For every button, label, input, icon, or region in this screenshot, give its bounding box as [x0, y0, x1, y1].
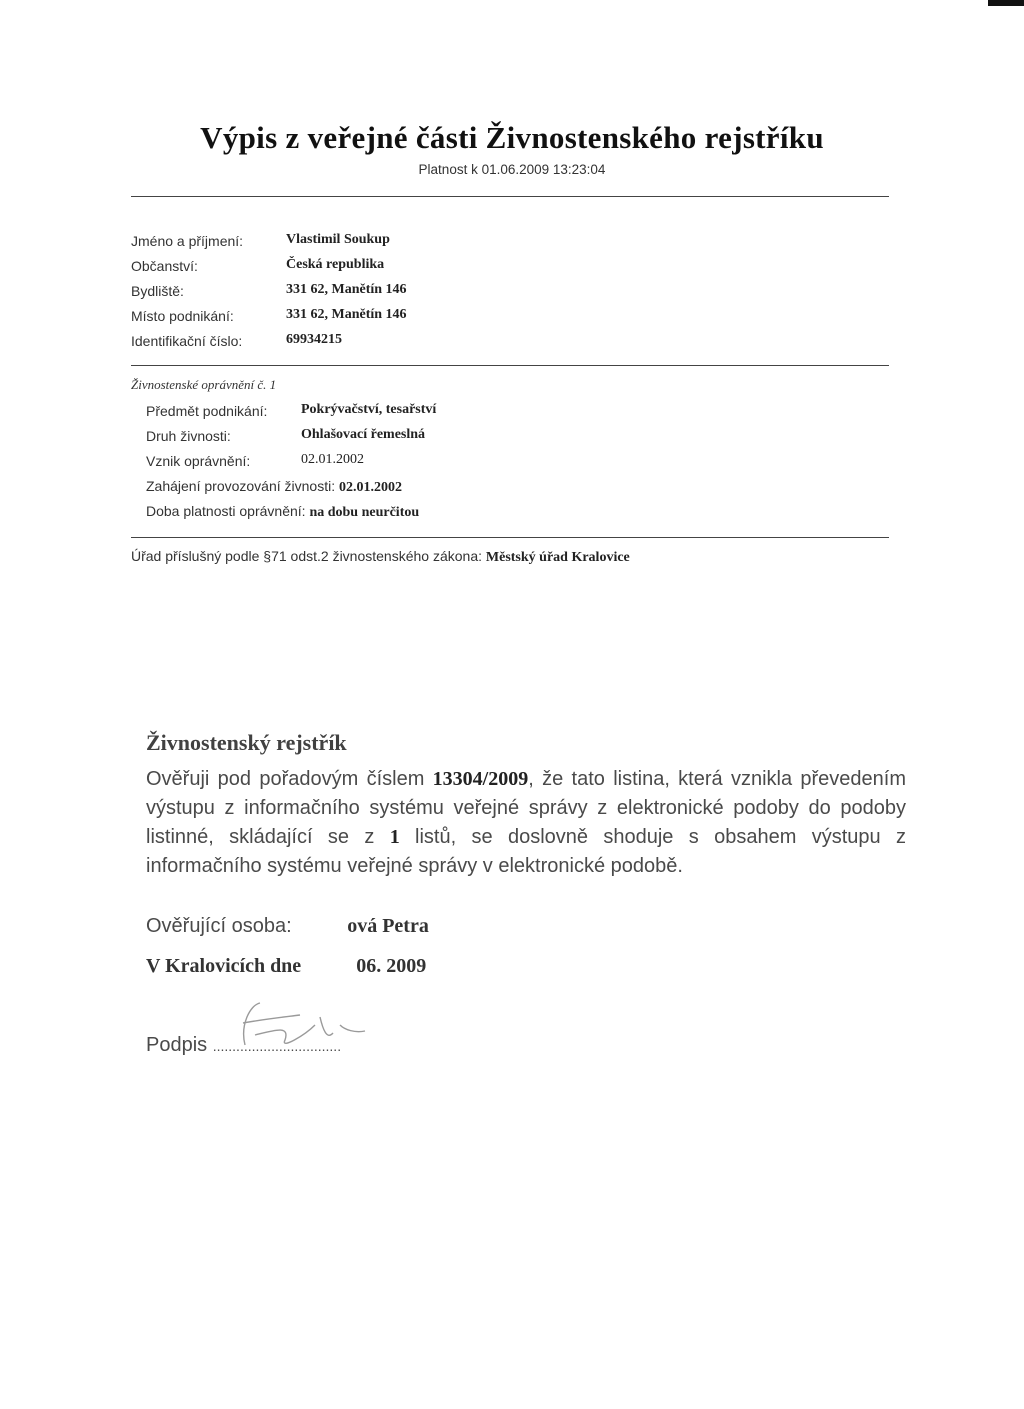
permit-start-label: Zahájení provozování živnosti: — [146, 478, 336, 494]
stamp-text-part3: listů, se doslovně shoduje s obsahem výstupu z informačního systému veřejné správy v elektronické podobě. — [146, 826, 906, 877]
document-title: Výpis z veřejné části Živnostenského rejstříku — [200, 120, 824, 155]
citizenship-value: Česká republika — [286, 257, 385, 272]
validity-timestamp: Platnost k 01.06.2009 13:23:04 — [418, 162, 606, 177]
permit-start-value: 02.01.2002 — [339, 480, 402, 495]
stamp-text-part2: , že tato listina, která vznikla převedením výstupu z informačního systému veřejné správy z elektronické podoby do podoby listinné, skládající se z — [146, 768, 907, 848]
scan-corner-mark — [988, 0, 1024, 6]
permit-title: Živnostenské oprávnění č. 1 — [131, 377, 277, 392]
business-place-label: Místo podnikání: — [131, 308, 234, 324]
stamp-title: Živnostenský rejstřík — [146, 730, 347, 755]
office-value: Městský úřad Kralovice — [485, 550, 630, 565]
business-place-value: 331 62, Manětín 146 — [286, 307, 407, 322]
divider-top — [131, 196, 889, 197]
permit-origin-label: Vznik oprávnění: — [146, 453, 251, 469]
stamp-text-part1: Ověřuji pod pořadovým číslem — [146, 768, 425, 790]
permit-duration-label: Doba platnosti oprávnění: — [146, 503, 306, 519]
signature-dots: ................................. — [212, 1038, 342, 1054]
stamp-number: 13304/2009 — [432, 768, 529, 790]
permit-start-row — [146, 478, 402, 496]
place-date-row — [146, 955, 426, 978]
residence-value: 331 62, Manětín 146 — [286, 282, 407, 297]
name-value: Vlastimil Soukup — [286, 232, 390, 247]
permit-type-value: Ohlašovací řemeslná — [301, 427, 426, 442]
permit-subject-label: Předmět podnikání: — [146, 403, 268, 419]
residence-label: Bydliště: — [131, 283, 184, 299]
date-text: 06. 2009 — [356, 955, 427, 977]
permit-subject-value: Pokrývačství, tesařství — [301, 402, 437, 417]
id-number-value: 69934215 — [286, 332, 342, 347]
place-text: V Kralovicích dne — [146, 955, 302, 977]
office-label: Úřad příslušný podle §71 odst.2 živnostenského zákona: — [131, 548, 482, 564]
id-number-label: Identifikační číslo: — [131, 333, 243, 349]
permit-type-label: Druh živnosti: — [146, 428, 231, 444]
office-row — [131, 548, 630, 566]
verifier-value: ová Petra — [347, 915, 429, 937]
citizenship-label: Občanství: — [131, 258, 198, 274]
name-label: Jméno a příjmení: — [131, 233, 244, 249]
permit-duration-row — [146, 503, 419, 521]
permit-duration-value: na dobu neurčitou — [309, 505, 420, 520]
divider-bottom — [131, 537, 889, 538]
verifier-row — [146, 915, 429, 938]
divider-mid — [131, 365, 889, 366]
permit-origin-value: 02.01.2002 — [301, 452, 364, 467]
signature-line — [146, 1034, 341, 1057]
signature-label: Podpis — [146, 1034, 208, 1056]
stamp-verification-text — [146, 765, 906, 881]
stamp-sheets: 1 — [389, 826, 400, 848]
verifier-label: Ověřující osoba: — [146, 915, 292, 937]
